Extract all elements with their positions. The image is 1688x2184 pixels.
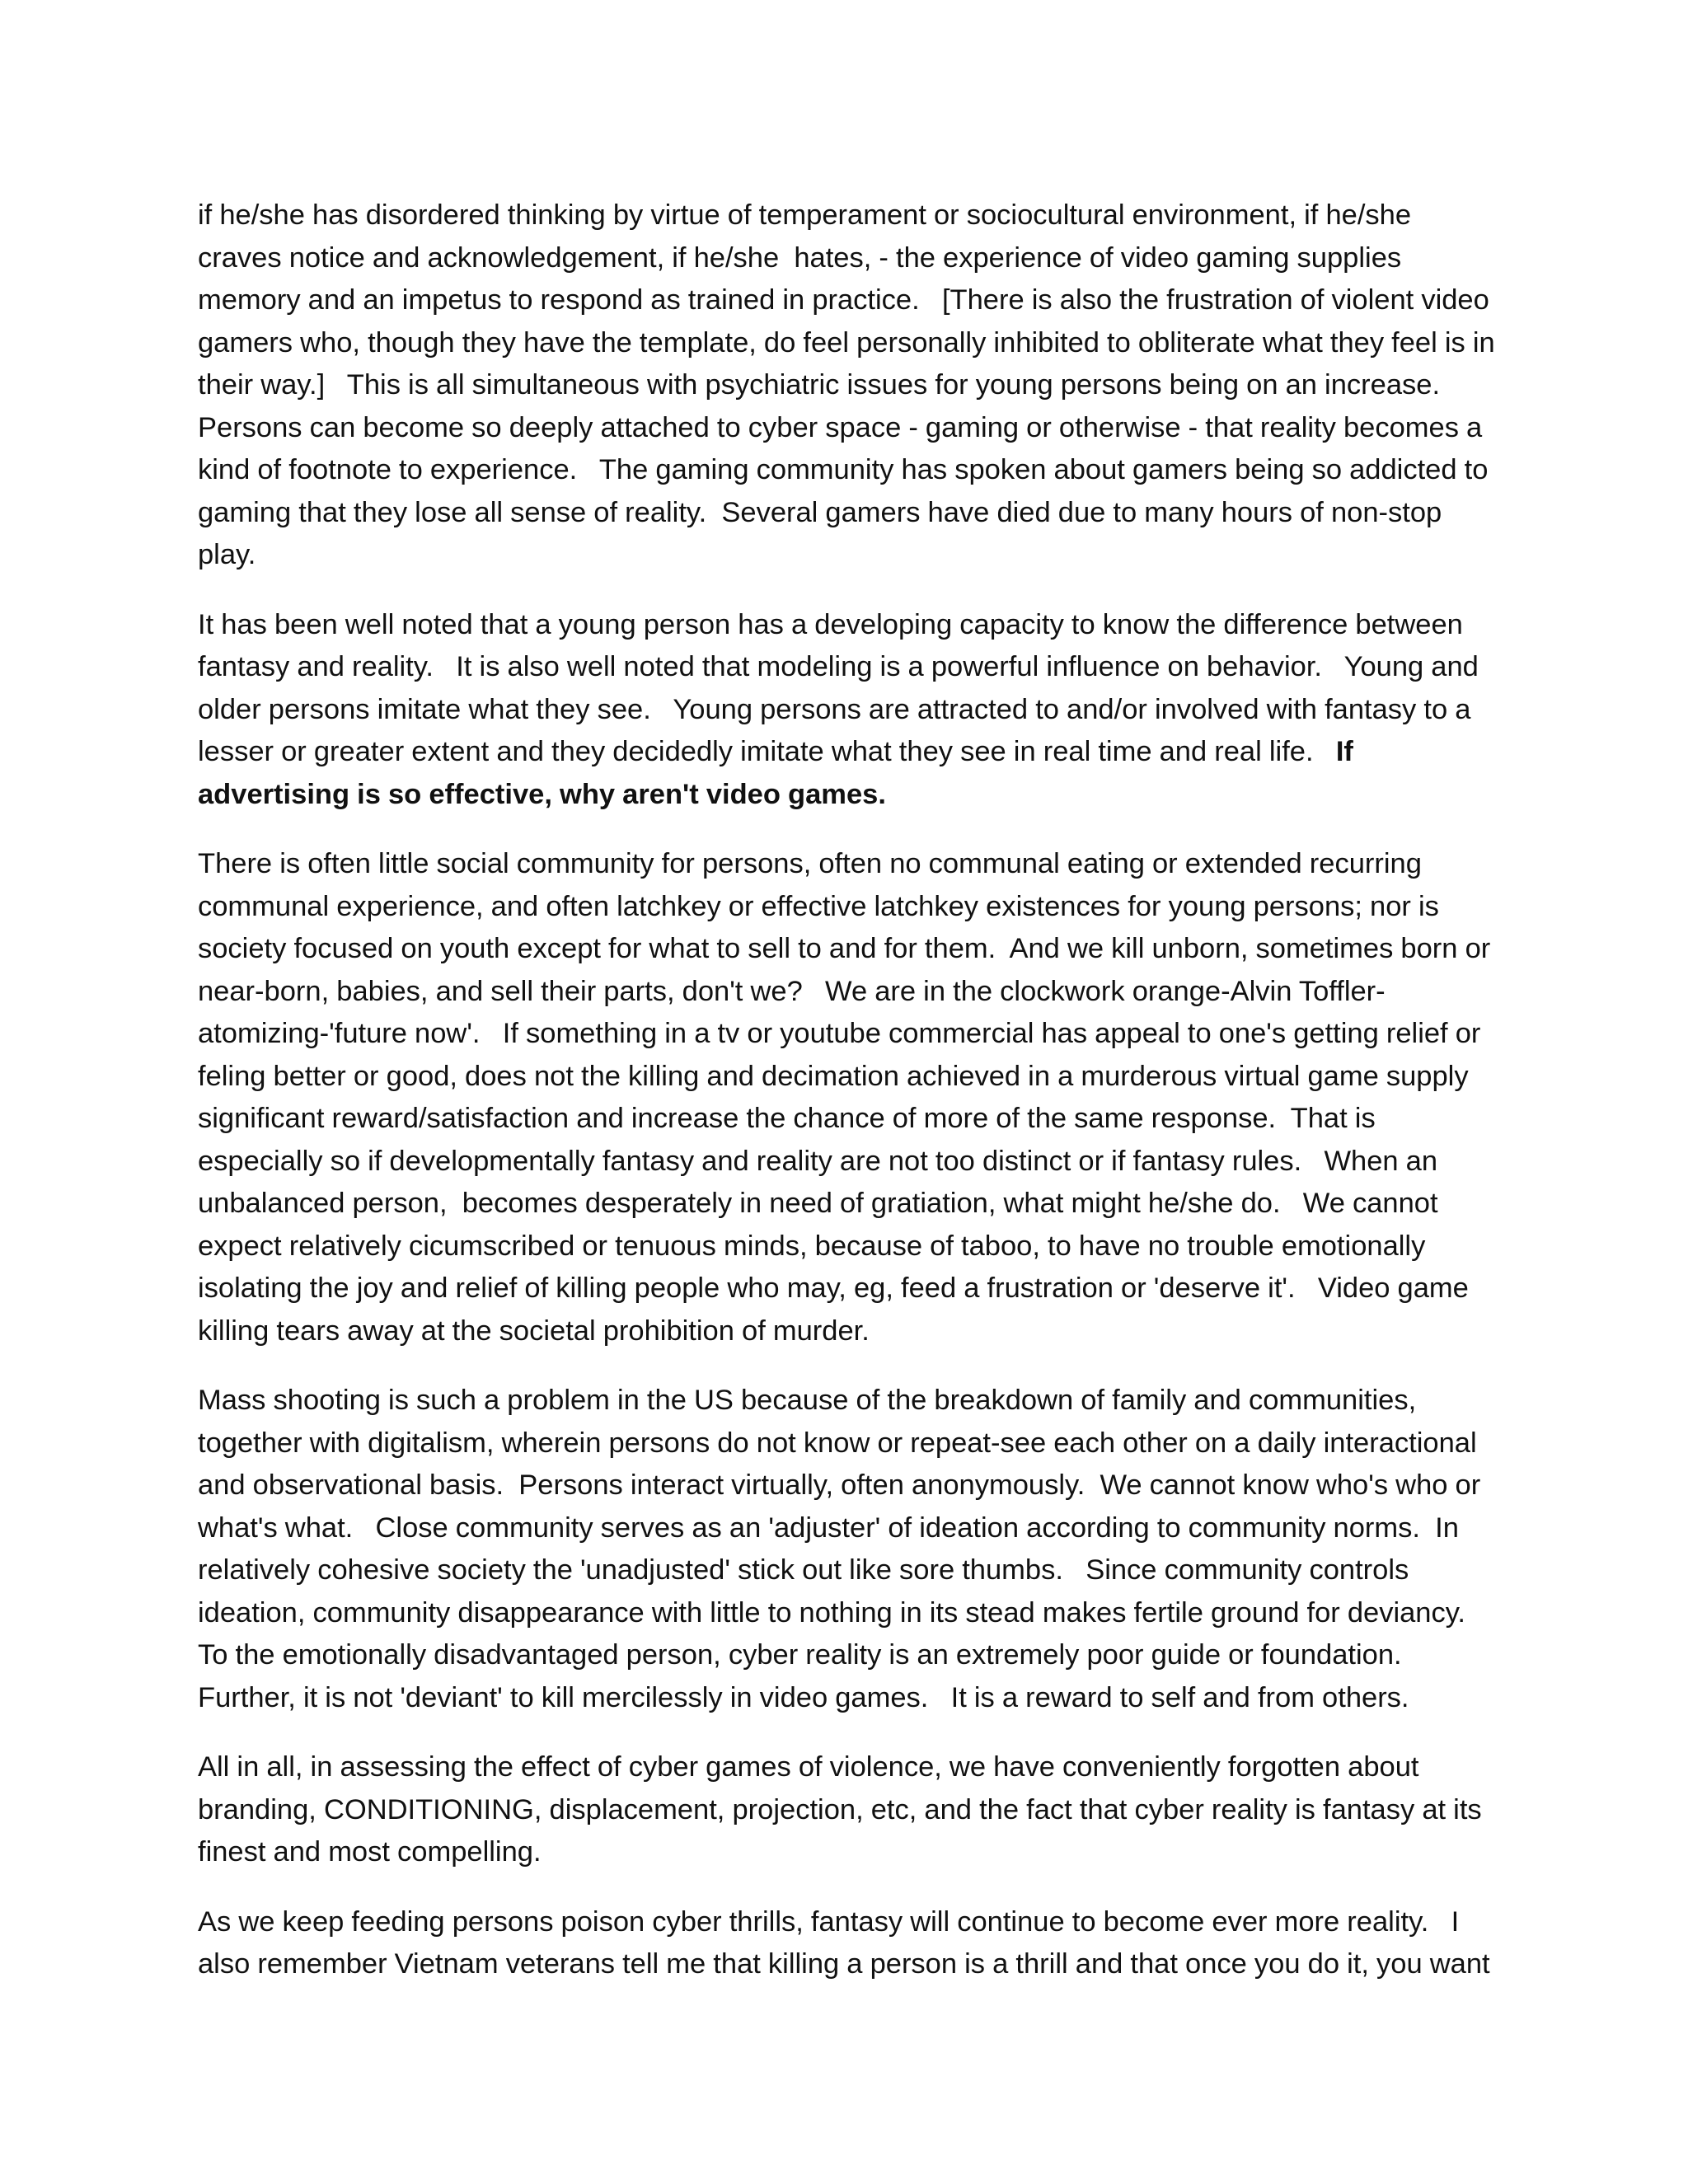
document-body — [198, 194, 1503, 2013]
paragraph-3-text: There is often little social community for persons, often no communal eating or extended recurring communal experience, and often latchkey or effective latchkey existences for young persons; nor is society focused on youth except for what to sell to and for them. And we kill unborn, sometimes born or near-born, babies, and sell their parts, don't we? We are in the clockwork orange-Alvin Toffler-atomizing-'future now'. If something in a tv or youtube commercial has appeal to one's getting relief or feling better or good, does not the killing and decimation achieved in a murderous virtual game supply significant reward/satisfaction and increase the chance of more of the same response. That is especially so if developmentally fantasy and reality are not too distinct or if fantasy rules. When an unbalanced person, becomes desperately in need of gratiation, what might he/she do. We cannot expect relatively cicumscribed or tenuous minds, because of taboo, to have no trouble emotionally isolating the joy and relief of killing people who may, eg, feed a frustration or 'deserve it'. Video game killing tears away at the societal prohibition of murder. — [198, 848, 1498, 1347]
paragraph-3 — [198, 843, 1500, 1352]
paragraph-1 — [198, 194, 1503, 577]
paragraph-4 — [198, 1380, 1500, 1719]
paragraph-1-text: if he/she has disordered thinking by virtue of temperament or sociocultural environment, if he/she craves notice and acknowledgement, if he/she hates, - the experience of video gaming supplies memory and an impetus to respond as trained in practice. [There is also the frustration of violent video gamers who, though they have the template, do feel personally inhibited to obliterate what they feel is in their way.] This is all simultaneous with psychiatric issues for young persons being on an increase. Persons can become so deeply attached to cyber space - gaming or otherwise - that reality becomes a kind of footnote to experience. The gaming community has spoken about gamers being so addicted to gaming that they lose all sense of reality. Several gamers have died due to many hours of non-stop play. — [198, 199, 1503, 570]
paragraph-2-text: It has been well noted that a young person has a developing capacity to know the difference between fantasy and reality. It is also well noted that modeling is a powerful influence on behavior. Young and older persons imitate what they see. Young persons are attracted to and/or involved with fantasy to a lesser or greater extent and they decidedly imitate what they see in real time and real life. — [198, 608, 1486, 767]
paragraph-6 — [198, 1901, 1500, 1986]
paragraph-2-bold-question: If advertising is so effective, why aren't video games. — [198, 736, 1361, 810]
paragraph-5 — [198, 1746, 1500, 1874]
paragraph-2 — [198, 604, 1500, 817]
paragraph-6-text: As we keep feeding persons poison cyber thrills, fantasy will continue to become ever more reality. I also remember Vietnam veterans tell me that killing a person is a thrill and that once you do it, you want — [198, 1905, 1490, 1980]
paragraph-4-text: Mass shooting is such a problem in the US because of the breakdown of family and communities, together with digitalism, wherein persons do not know or repeat-see each other on a daily interactional and observational basis. Persons interact virtually, often anonymously. We cannot know who's who or what's what. Close community serves as an 'adjuster' of ideation according to community norms. In relatively cohesive society the 'unadjusted' stick out like sore thumbs. Since community controls ideation, community disappearance with little to nothing in its stead makes fertile ground for deviancy. To the emotionally disadvantaged person, cyber reality is an extremely poor guide or foundation. Further, it is not 'deviant' to kill mercilessly in video games. It is a reward to self and from others. — [198, 1385, 1489, 1713]
paragraph-5-text: All in all, in assessing the effect of cyber games of violence, we have conveniently forgotten about branding, CONDITIONING, displacement, projection, etc, and the fact that cyber reality is fantasy at its finest and most compelling. — [198, 1751, 1489, 1868]
